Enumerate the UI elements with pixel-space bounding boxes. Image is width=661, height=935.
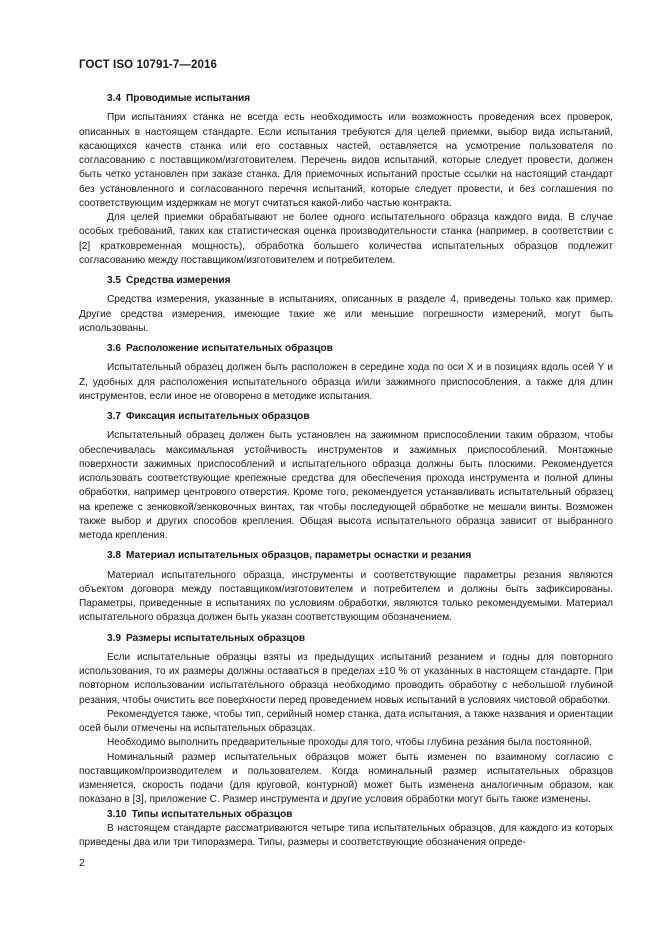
section-heading bbox=[79, 808, 613, 822]
paragraph: Средства измерения, указанные в испытаниях, описанных в разделе 4, приведены только как пример. Другие средства измерения, имеющие такие же или меньшие погрешности измерений, могут быть использованы. bbox=[79, 294, 613, 334]
section-title: Типы испытательных образцов bbox=[131, 808, 293, 820]
section-3-6 bbox=[79, 342, 613, 404]
section-heading bbox=[79, 549, 613, 563]
paragraph: Необходимо выполнить предварительные проходы для того, чтобы глубина резания была постоянной. bbox=[107, 737, 592, 749]
section-3-8 bbox=[79, 549, 613, 625]
section-title: Средства измерения bbox=[126, 275, 231, 286]
section-3-9 bbox=[79, 632, 613, 808]
section-number: 3.5 bbox=[107, 275, 122, 286]
paragraph: Испытательный образец должен быть установлен на зажимном приспособлении таким образом, чтобы обеспечивалась максимальная устойчивость инструментов и зажимных приспособлений. Монтажные поверхности зажимных приспособлений и испытательного образца должны быть плоскими. Рекомендуется использовать соответствующие крепежные средства для обеспечения прохода инструмента и полной длины обработки, например центрового отверстия. Кроме того, рекомендуется устанавливать испытательный образец на крепеже с зенковкой/зенковочных винтах, так чтобы последующей обработке не мешали винты. Возможен также выбор и других способов крепления. Общая высота испытательного образца зависит от выбранного метода крепления. bbox=[79, 430, 613, 541]
section-3-5 bbox=[79, 274, 613, 336]
section-3-7 bbox=[79, 410, 613, 543]
section-title: Размеры испытательных образцов bbox=[126, 632, 306, 644]
paragraph: В настоящем стандарте рассматриваются четыре типа испытательных образцов, для каждого из которых приведены два или три типоразмера. Типы, размеры и соответствующие обозначения опреде- bbox=[79, 822, 613, 848]
section-heading bbox=[79, 92, 613, 106]
section-number: 3.8 bbox=[107, 550, 122, 562]
paragraph: Материал испытательного образца, инструменты и соответствующие параметры резания являются объектом договора между поставщиком/изготовителем и потребителем и должны быть зафиксированы. Параметры, приведенные в испытаниях по условиям обработки, являются только рекомендуемыми. Материал испытательного образца должен быть указан соответствующим обозначением. bbox=[79, 569, 613, 624]
section-heading bbox=[79, 410, 613, 424]
section-3-4 bbox=[79, 92, 613, 268]
paragraph: При испытаниях станка не всегда есть необходимость или возможность проведения всех проверок, описанных в настоящем стандарте. Если испытания требуются для целей приемки, выбор вида испытаний, касающихся качеств станка или его составных частей, оставляется на усмотрение пользователя по согласованию с поставщиком/изготовителем. Перечень видов испытаний, которые следует провести, должен быть четко установлен при заказе станка. Для приемочных испытаний простые ссылки на настоящий стандарт без установленного и согласованного перечня испытаний, которые следует провести, и без соглашения по соответствующим издержкам не могут считаться какой-либо частью контракта. bbox=[79, 112, 613, 209]
section-title: Материал испытательных образцов, параметры оснастки и резания bbox=[126, 550, 472, 562]
section-heading bbox=[79, 274, 613, 288]
section-number: 3.7 bbox=[107, 411, 122, 422]
section-number: 3.10 bbox=[107, 808, 127, 820]
section-heading bbox=[79, 342, 613, 356]
paragraph: Если испытательные образцы взяты из предыдущих испытаний резанием и годны для повторного использования, то их размеры должны оставаться в пределах ±10 % от указанных в настоящем стандарте. При повторном использовании испытательного образца необходимо проводить обработку с небольшой глубиной резания, чтобы очистить все поверхности перед проведением новых испытаний в условиях чистовой обработки. bbox=[79, 651, 613, 706]
document-body bbox=[79, 92, 613, 850]
section-title: Фиксация испытательных образцов bbox=[126, 411, 310, 422]
section-number: 3.4 bbox=[107, 93, 122, 104]
section-title: Расположение испытательных образцов bbox=[126, 343, 333, 354]
standard-header: ГОСТ ISO 10791-7—2016 bbox=[79, 59, 217, 71]
section-number: 3.9 bbox=[107, 632, 122, 644]
paragraph: Номинальный размер испытательных образцов может быть изменен по взаимному согласию с поставщиком/производителем и пользователем. Когда номинальный размер испытательных образцов изменяется, скорость подачи (для круговой, контурной) может быть изменена аналогичным образом, как показано в [3], приложение С. Размер инструмента и другие условия обработки могут быть также изменены. bbox=[79, 751, 613, 806]
section-heading bbox=[79, 632, 613, 646]
section-3-10 bbox=[79, 808, 613, 851]
page-number: 2 bbox=[79, 857, 85, 869]
section-title: Проводимые испытания bbox=[126, 93, 251, 104]
paragraph: Рекомендуется также, чтобы тип, серийный номер станка, дата испытания, а также названия и ориентации осей были отмечены на испытательных образцах. bbox=[79, 708, 613, 734]
section-number: 3.6 bbox=[107, 343, 122, 354]
paragraph: Для целей приемки обрабатывают не более одного испытательного образца каждого вида. В случае особых требований, таких как статистическая оценка производительности станка (например, в соответствии с [2] кратковременная мощность), обработка большего количества испытательных образцов подлежит согласованию между поставщиком/изготовителем и потребителем. bbox=[79, 212, 613, 266]
paragraph: Испытательный образец должен быть расположен в середине хода по оси X и в позициях вдоль осей Y и Z, удобных для расположения испытательного образца и/или зажимного приспособления, а также для длин инструментов, если иное не оговорено в методике испытания. bbox=[79, 362, 613, 402]
